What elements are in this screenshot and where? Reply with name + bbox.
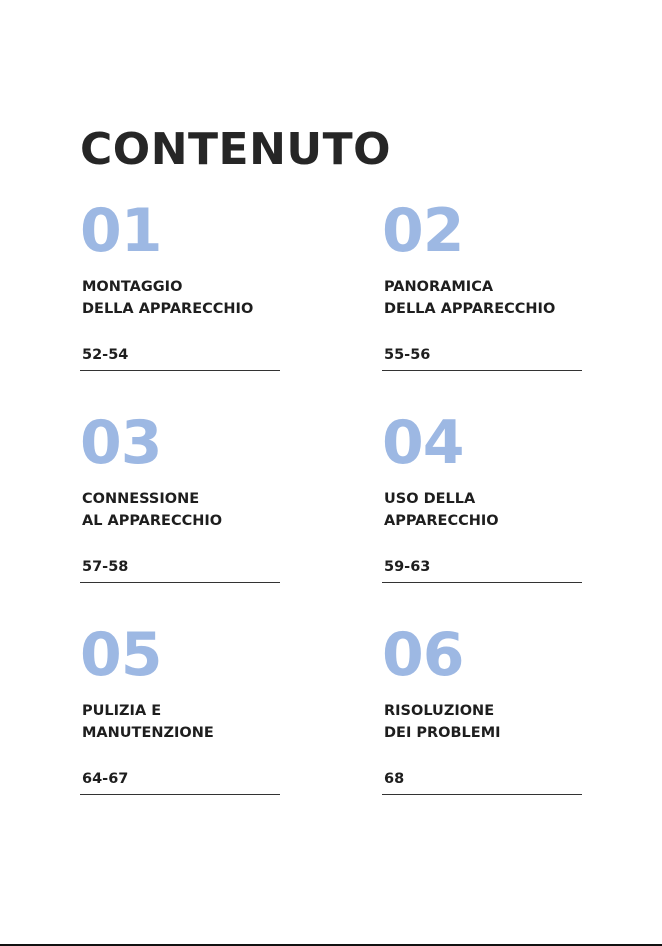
toc-entry-01[interactable] bbox=[80, 196, 280, 408]
section-heading-line-2: APPARECCHIO bbox=[384, 513, 499, 529]
toc-entry-05[interactable] bbox=[80, 620, 280, 832]
section-number: 01 bbox=[80, 196, 162, 266]
section-divider bbox=[382, 370, 582, 371]
section-divider bbox=[80, 370, 280, 371]
section-number: 02 bbox=[382, 196, 464, 266]
section-divider bbox=[382, 794, 582, 795]
toc-entry-04[interactable] bbox=[382, 408, 582, 620]
section-heading-line-2: AL APPARECCHIO bbox=[82, 513, 223, 529]
section-heading bbox=[384, 488, 584, 532]
section-heading bbox=[82, 700, 282, 744]
section-heading-line-2: DELLA APPARECCHIO bbox=[384, 301, 556, 317]
section-heading bbox=[384, 276, 584, 320]
toc-entry-06[interactable] bbox=[382, 620, 582, 832]
toc-entry-03[interactable] bbox=[80, 408, 280, 620]
section-pages: 55-56 bbox=[384, 347, 431, 363]
section-heading-line-1: MONTAGGIO bbox=[82, 279, 183, 295]
section-number: 05 bbox=[80, 620, 162, 690]
section-divider bbox=[382, 582, 582, 583]
section-number: 04 bbox=[382, 408, 464, 478]
section-heading bbox=[82, 488, 282, 532]
section-pages: 52-54 bbox=[82, 347, 129, 363]
section-divider bbox=[80, 582, 280, 583]
section-heading-line-2: DELLA APPARECCHIO bbox=[82, 301, 254, 317]
section-heading-line-1: CONNESSIONE bbox=[82, 491, 200, 507]
section-pages: 68 bbox=[384, 771, 405, 787]
section-heading-line-1: USO DELLA bbox=[384, 491, 476, 507]
section-heading-line-1: PANORAMICA bbox=[384, 279, 494, 295]
section-pages: 64-67 bbox=[82, 771, 129, 787]
section-divider bbox=[80, 794, 280, 795]
section-pages: 57-58 bbox=[82, 559, 129, 575]
section-number: 06 bbox=[382, 620, 464, 690]
table-of-contents bbox=[80, 196, 582, 832]
section-number: 03 bbox=[80, 408, 162, 478]
toc-entry-02[interactable] bbox=[382, 196, 582, 408]
section-heading-line-2: MANUTENZIONE bbox=[82, 725, 214, 741]
section-heading bbox=[82, 276, 282, 320]
section-heading-line-1: PULIZIA E bbox=[82, 703, 162, 719]
section-heading-line-1: RISOLUZIONE bbox=[384, 703, 495, 719]
section-heading bbox=[384, 700, 584, 744]
section-heading-line-2: DEI PROBLEMI bbox=[384, 725, 501, 741]
page-title: CONTENUTO bbox=[80, 124, 392, 175]
section-pages: 59-63 bbox=[384, 559, 431, 575]
